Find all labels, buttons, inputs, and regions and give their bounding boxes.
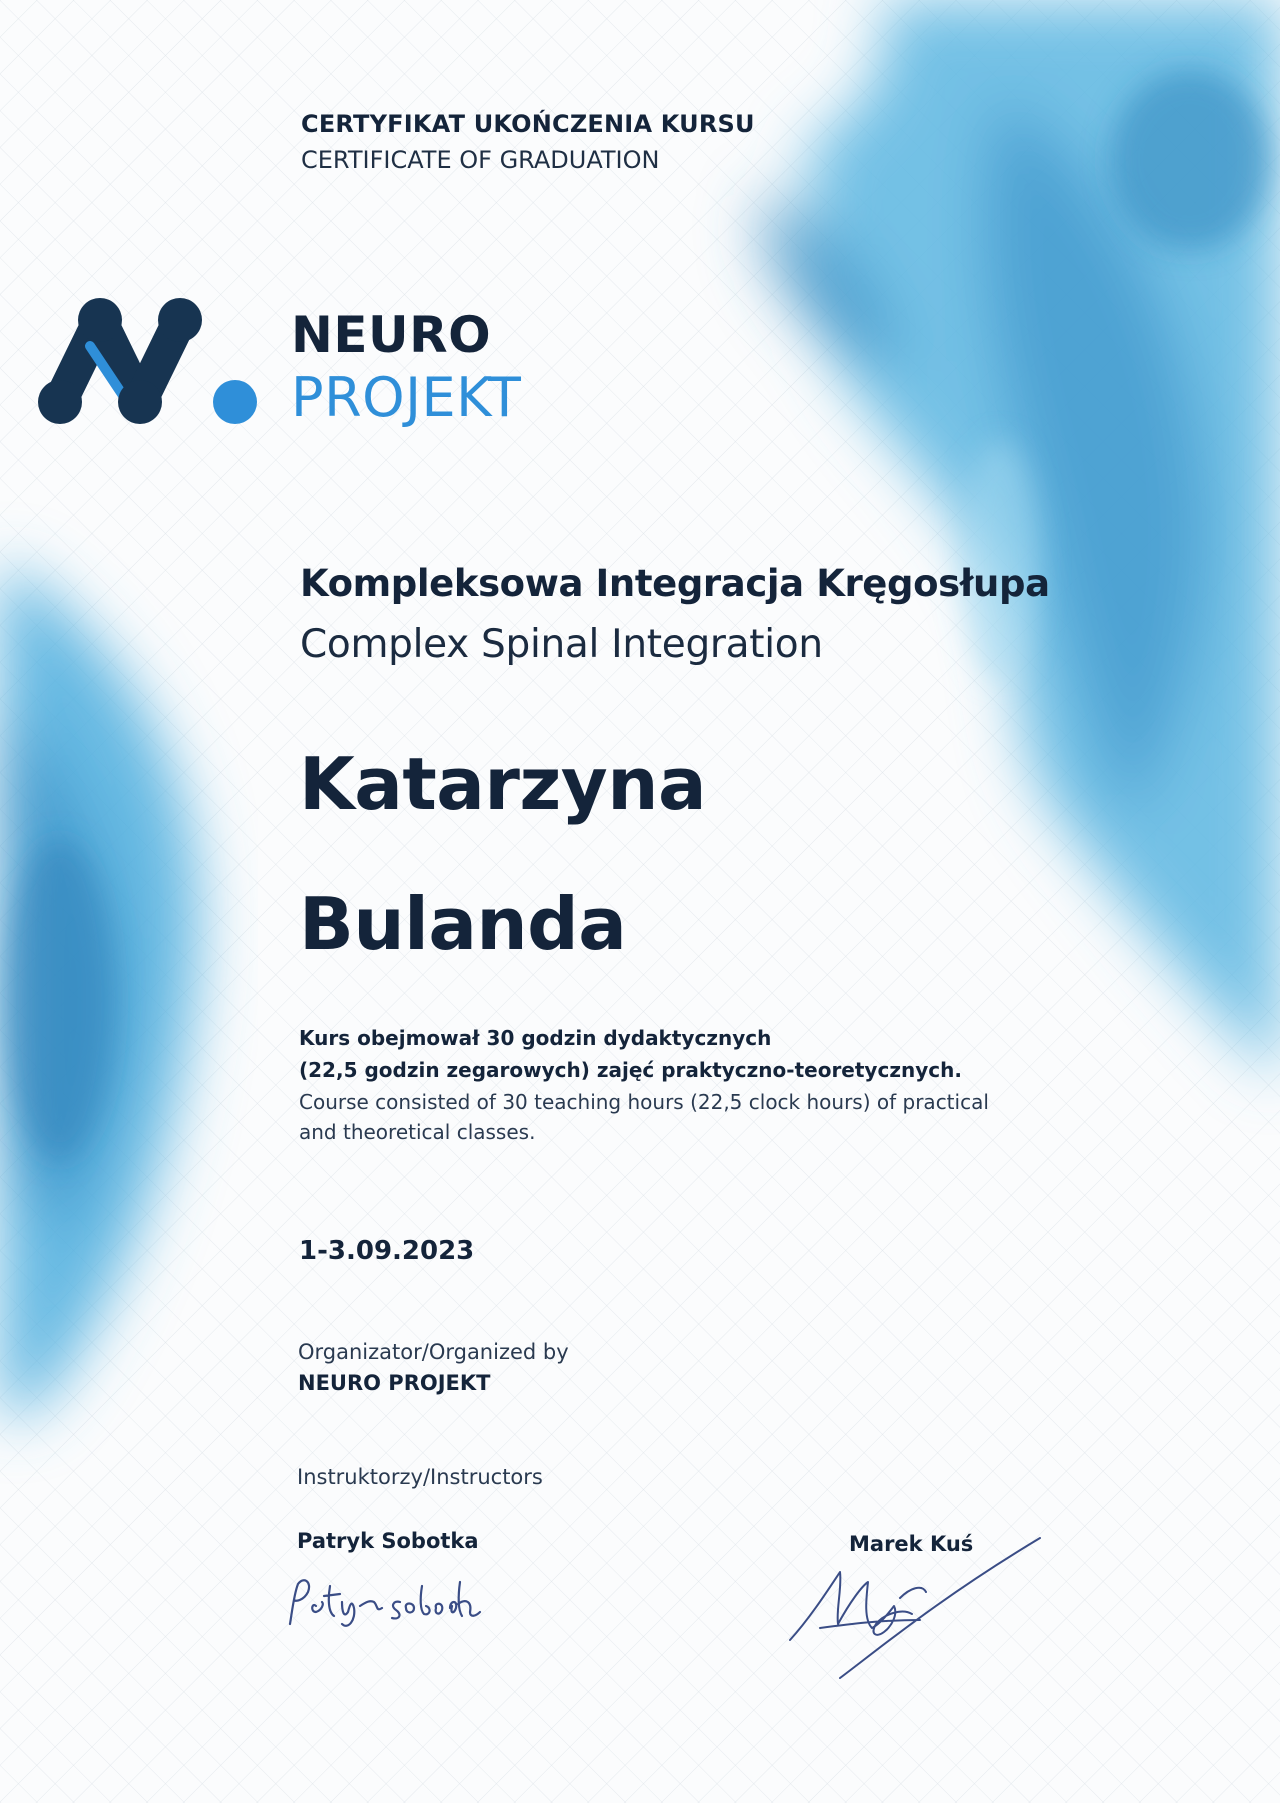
instructor-name-2: Marek Kuś — [849, 1532, 974, 1556]
signature-marek-kus — [780, 1528, 1050, 1700]
certificate-title-pl: CERTYFIKAT UKOŃCZENIA KURSU — [301, 110, 755, 138]
signature-patryk-sobotka — [282, 1572, 502, 1632]
instructors-label: Instruktorzy/Instructors — [297, 1465, 543, 1489]
course-description-pl-line1: Kurs obejmował 30 godzin dydaktycznych — [299, 1026, 772, 1050]
recipient-first-name: Katarzyna — [299, 742, 707, 826]
certificate-title-en: CERTIFICATE OF GRADUATION — [301, 146, 660, 174]
organizer-name: NEURO PROJEKT — [298, 1371, 491, 1395]
logo-word-projekt: PROJEKT — [291, 366, 522, 429]
course-description-pl-line2: (22,5 godzin zegarowych) zajęć praktyczno-teoretycznych. — [299, 1058, 962, 1082]
course-description-en-line1: Course consisted of 30 teaching hours (22,5 clock hours) of practical — [299, 1090, 989, 1114]
instructor-name-1: Patryk Sobotka — [297, 1529, 479, 1553]
organizer-label: Organizator/Organized by — [298, 1340, 569, 1364]
course-name-pl: Kompleksowa Integracja Kręgosłupa — [300, 562, 1050, 605]
neuro-network-n-icon — [30, 296, 270, 436]
course-description-en-line2: and theoretical classes. — [299, 1120, 536, 1144]
course-date: 1-3.09.2023 — [299, 1236, 475, 1266]
recipient-last-name: Bulanda — [299, 882, 627, 966]
course-name-en: Complex Spinal Integration — [300, 622, 823, 667]
logo-word-neuro: NEURO — [291, 306, 492, 364]
